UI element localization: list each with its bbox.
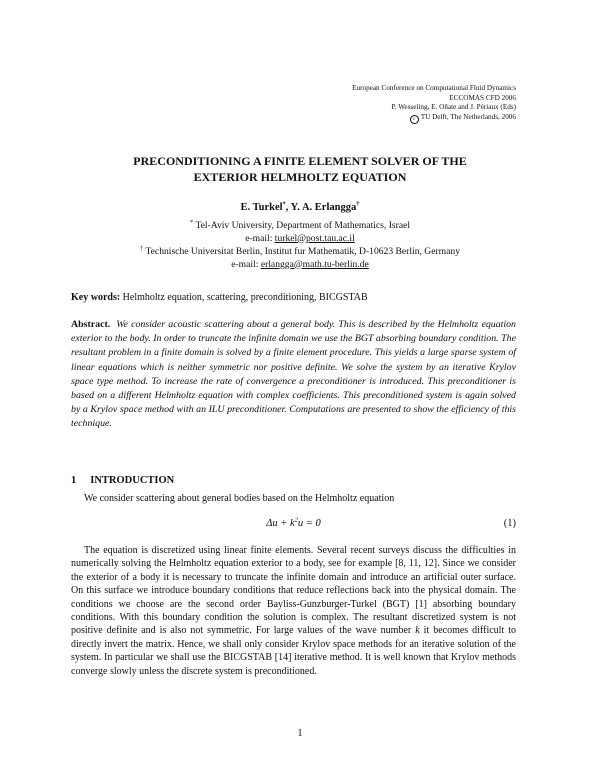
author-list: [60, 202, 540, 213]
affiliation: [60, 220, 540, 245]
email-link[interactable]: erlangga@math.tu-berlin.de: [260, 258, 369, 270]
author-name: E. Turkel: [240, 202, 283, 213]
email-label: e-mail:: [231, 258, 261, 270]
equation-exponent: 2: [294, 516, 298, 524]
conference-name: European Conference on Computational Fluid Dynamics: [352, 84, 516, 92]
conference-short: ECCOMAS CFD 2006: [449, 93, 516, 102]
affiliation-institution: [60, 246, 540, 259]
abstract-text: We consider acoustic scattering about a general body. This is described by the Helmholtz equation exterior to the body. In order to truncate the infinite domain we use the BGT absorbing boundary condition. The resultant problem in a finite domain is solved by a finite element procedure. This yields a large sparse system of linear equations which is neither symmetric nor positive definite. We solve the system by an iterative Krylov space type method. To increase the rate of convergence a preconditioner is introduced. This preconditioner is based on a different Helmholtz equation with complex coefficients. This preconditioned system is again solved by a Krylov space method with an ILU preconditioner. Computations are presented to show the efficiency of this technique.: [71, 319, 516, 430]
conference-editors: P. Wesseling, E. Oñate and J. Périaux (Eds): [391, 103, 516, 111]
conference-location-text: TU Delft, The Netherlands, 2006: [420, 112, 516, 121]
keywords: [71, 292, 531, 303]
abstract-label: Abstract.: [71, 319, 111, 330]
abstract: [71, 318, 516, 432]
email-label: e-mail:: [245, 232, 275, 244]
footnote-mark: †: [140, 244, 144, 252]
footnote-mark: †: [356, 200, 360, 208]
section-title: INTRODUCTION: [90, 475, 175, 486]
copyright-icon: c: [410, 115, 419, 124]
body-paragraph: [71, 544, 516, 678]
paragraph-text: The equation is discretized using linear finite elements. Several recent surveys discuss the difficulties in numerically solving the Helmholtz equation exterior to a body, see for example [8, 11, 12]. Since we consider the exterior of a body it is necessary to truncate the infinite domain and introduce an artificial outer surface. On this surface we introduce boundary conditions that reduce reflections back into the physical domain. The conditions we choose are the second order Bayliss-Gunzburger-Turkel (BGT) [1] absorbing boundary conditions. With this boundary condition the solution is complex. The resultant discretized system is not positive definite and is also not symmetric. For large values of the wave number: [71, 545, 516, 637]
author-separator: ,: [285, 202, 291, 213]
intro-sentence: We consider scattering about general bodies based on the Helmholtz equation: [84, 493, 395, 504]
conference-info: [352, 84, 516, 124]
institution-name: Technische Universitat Berlin, Institut fur Mathematik, D-10623 Berlin, Germany: [145, 246, 460, 257]
equation-lhs: Δu + k: [266, 518, 295, 529]
email-link[interactable]: turkel@post.tau.ac.il: [274, 232, 355, 244]
math-variable: k: [415, 625, 420, 637]
keywords-label: Key words:: [71, 292, 121, 303]
footnote-mark: *: [282, 200, 286, 208]
affiliation-email: [60, 233, 540, 246]
footnote-mark: *: [189, 218, 194, 226]
equation: [71, 518, 516, 529]
paper-title-line: EXTERIOR HELMHOLTZ EQUATION: [193, 170, 407, 184]
institution-name: Tel-Aviv University, Department of Mathematics, Israel: [195, 220, 411, 231]
equation-number: (1): [503, 518, 516, 529]
section-heading: [71, 475, 174, 486]
keywords-text: Helmholtz equation, scattering, preconditioning, BICGSTAB: [122, 292, 368, 303]
equation-rhs: u = 0: [297, 518, 321, 529]
page-number: 1: [297, 728, 303, 739]
conference-location: [352, 113, 516, 124]
affiliation-email: [60, 259, 540, 272]
paper-title: [60, 153, 540, 185]
section-number: 1: [71, 475, 77, 486]
paragraph-text: it becomes difficult to directly invert the matrix. Hence, we shall only consider Krylov space methods for an iterative solution of the system. In particular we shall use the BICGSTAB [14] iterative method. It is well known that Krylov methods converge slowly unless the discrete system is preconditioned.: [71, 625, 516, 677]
affiliation: [60, 246, 540, 271]
affiliation-institution: [60, 220, 540, 233]
paper-title-line: PRECONDITIONING A FINITE ELEMENT SOLVER OF THE: [133, 154, 467, 168]
author-name: Y. A. Erlangga: [290, 202, 357, 213]
